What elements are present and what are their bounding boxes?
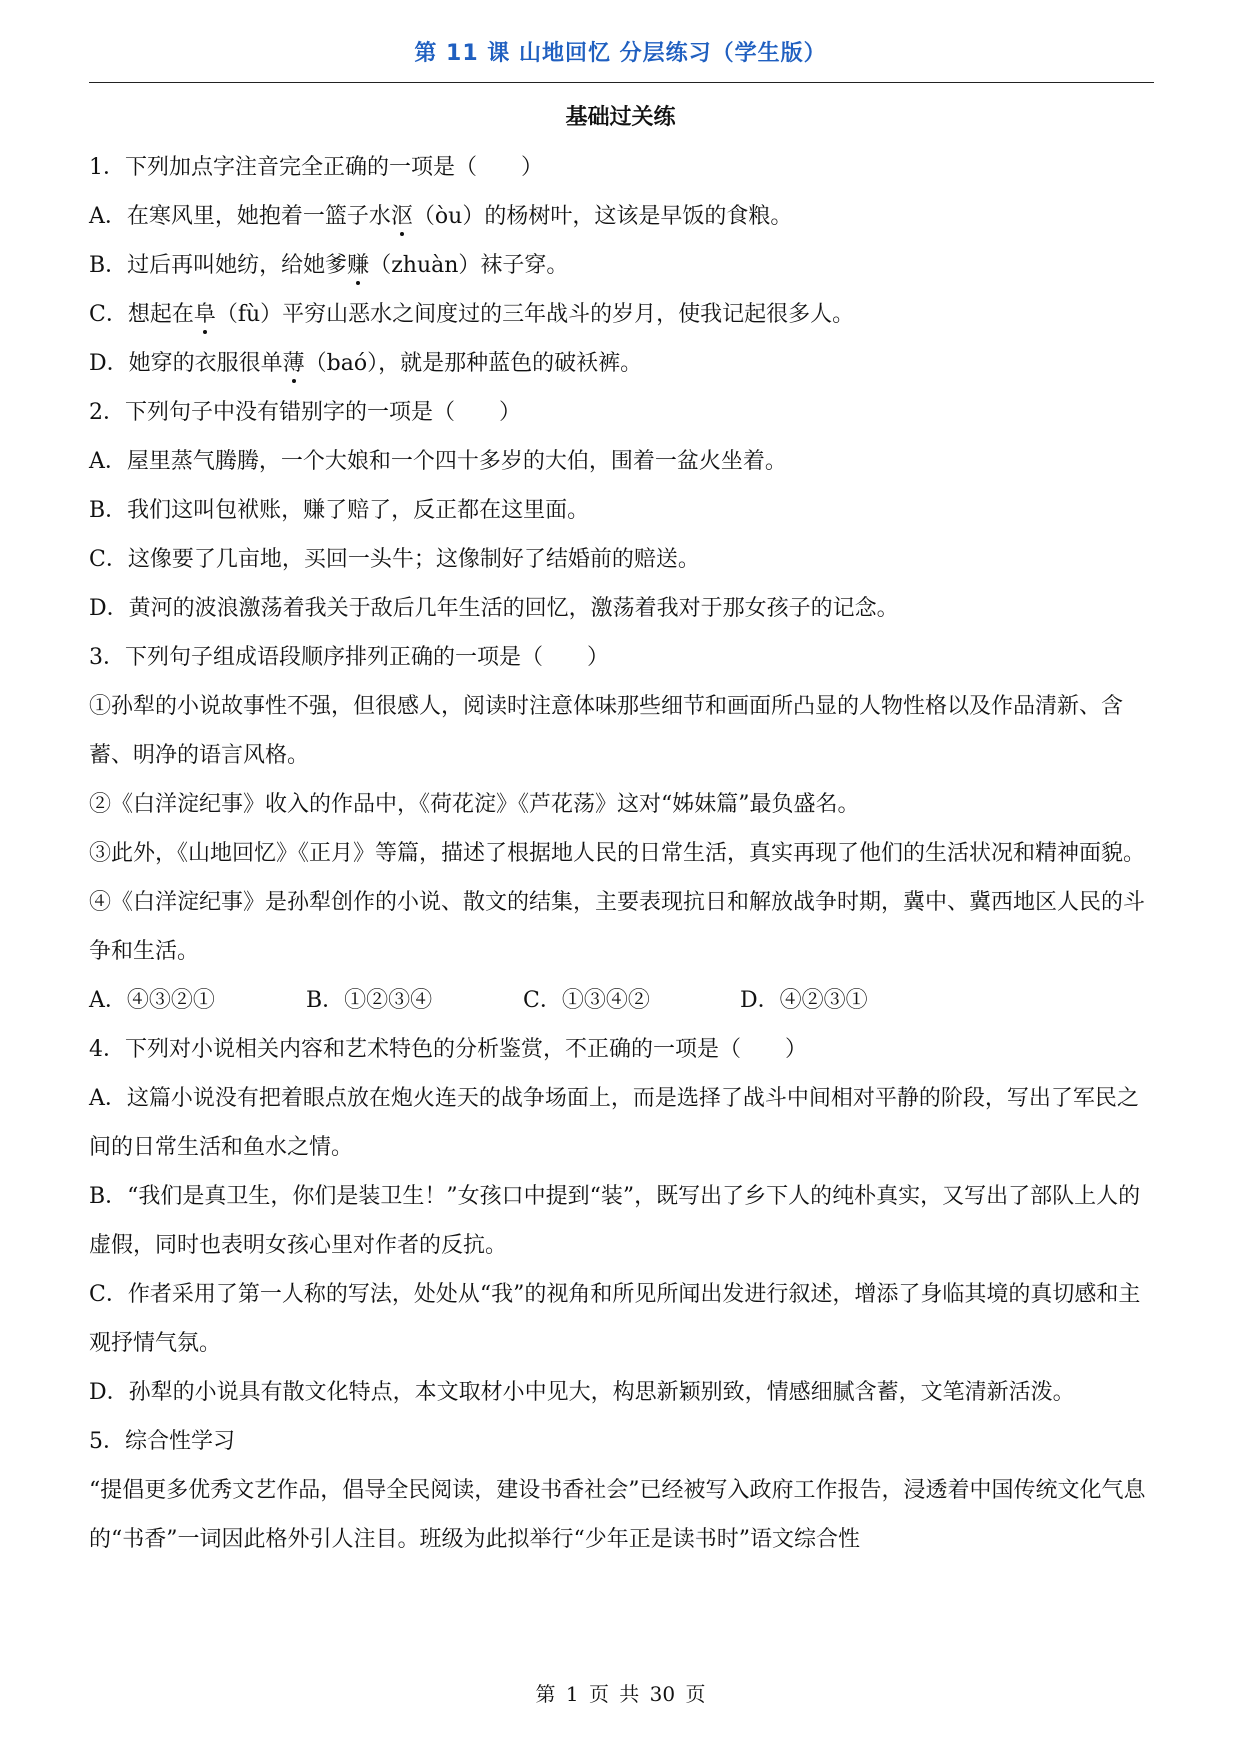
- q2-option-d: D．黄河的波浪激荡着我关于敌后几年生活的回忆，激荡着我对于那女孩子的记念。: [89, 596, 899, 621]
- q4-stem: 4．下列对小说相关内容和艺术特色的分析鉴赏，不正确的一项是（ ）: [89, 1037, 807, 1062]
- q4-option-d: D．孙犁的小说具有散文化特点，本文取材小中见大，构思新颖别致，情感细腻含蓄，文笔清新活泼。: [89, 1380, 1075, 1405]
- q4-option-a: A．这篇小说没有把着眼点放在炮火连天的战争场面上，而是选择了战斗中间相对平静的阶段，写出了军民之间的日常生活和鱼水之情。: [89, 1086, 1139, 1160]
- q2-option-c: C．这像要了几亩地，买回一头牛；这像制好了结婚前的赔送。: [89, 547, 700, 572]
- q3-option-a: A．④③②①: [89, 988, 215, 1013]
- emphasis-dot-char: 阜: [193, 302, 216, 327]
- q3-options: [89, 976, 1154, 1025]
- emphasis-dot-char: 赚: [347, 253, 370, 278]
- q4-option-c: C．作者采用了第一人称的写法，处处从“我”的视角和所见所闻出发进行叙述，增添了身临其境的真切感和主观抒情气氛。: [89, 1282, 1141, 1356]
- q4-option-b: B．“我们是真卫生，你们是装卫生！”女孩口中提到“装”，既写出了乡下人的纯朴真实，又写出了部队上人的虚假，同时也表明女孩心里对作者的反抗。: [89, 1184, 1141, 1258]
- q3-option-d: D．④②③①: [740, 988, 868, 1013]
- q2-option-b: B．我们这叫包袱账，赚了赔了，反正都在这里面。: [89, 498, 590, 523]
- q3-sentence-3: ③此外，《山地回忆》《正月》等篇，描述了根据地人民的日常生活，真实再现了他们的生活状况和精神面貌。: [89, 841, 1146, 866]
- exercise-body: [89, 143, 1154, 1564]
- q3-sentence-2: ②《白洋淀纪事》收入的作品中，《荷花淀》《芦花荡》这对“姊妹篇”最负盛名。: [89, 792, 860, 817]
- q2-option-a: A．屋里蒸气腾腾，一个大娘和一个四十多岁的大伯，围着一盆火坐着。: [89, 449, 787, 474]
- q3-stem: 3．下列句子组成语段顺序排列正确的一项是（ ）: [89, 645, 609, 670]
- q5-stem: 5．综合性学习: [89, 1429, 235, 1454]
- q5-paragraph: “提倡更多优秀文艺作品，倡导全民阅读，建设书香社会”已经被写入政府工作报告，浸透着中国传统文化气息的“书香”一词因此格外引人注目。班级为此拟举行“少年正是读书时”语文综合性: [89, 1478, 1146, 1552]
- q1-stem: 1．下列加点字注音完全正确的一项是（ ）: [89, 155, 543, 180]
- q3-sentence-1: ①孙犁的小说故事性不强，但很感人，阅读时注意体味那些细节和画面所凸显的人物性格以及作品清新、含蓄、明净的语言风格。: [89, 694, 1124, 768]
- q3-option-c: C．①③④②: [523, 988, 650, 1013]
- page-number-footer: 第 1 页 共 30 页: [535, 1682, 706, 1706]
- q1-option-d: D．她穿的衣服很单薄（baó），就是那种蓝色的破袄裤。: [89, 351, 643, 376]
- q1-option-c: C．想起在阜（fù）平穷山恶水之间度过的三年战斗的岁月，使我记起很多人。: [89, 302, 855, 327]
- emphasis-dot-char: 薄: [282, 351, 305, 376]
- q2-stem: 2．下列句子中没有错别字的一项是（ ）: [89, 400, 521, 425]
- emphasis-dot-char: 沤: [390, 204, 413, 229]
- q3-sentence-4: ④《白洋淀纪事》是孙犁创作的小说、散文的结集，主要表现抗日和解放战争时期，冀中、冀西地区人民的斗争和生活。: [89, 890, 1146, 964]
- q1-option-a: A．在寒风里，她抱着一篮子水沤（òu）的杨树叶，这该是早饭的食粮。: [89, 204, 793, 229]
- header-divider: [89, 82, 1154, 83]
- q3-option-b: B．①②③④: [306, 988, 433, 1013]
- q1-option-b: B．过后再叫她纺，给她爹赚（zhuàn）袜子穿。: [89, 253, 569, 278]
- section-title: 基础过关练: [565, 105, 676, 130]
- document-header-title: 第 11 课 山地回忆 分层练习（学生版）: [414, 41, 827, 66]
